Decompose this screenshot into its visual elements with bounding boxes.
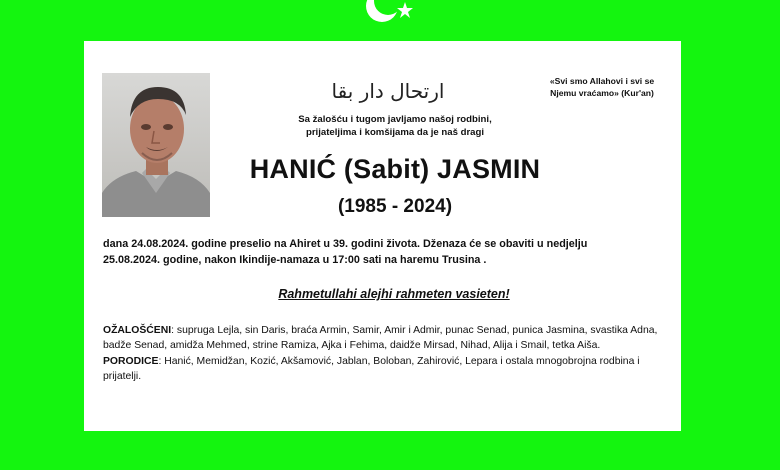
calligraphy-graphic bbox=[331, 71, 445, 111]
families-list: : Hanić, Memidžan, Kozić, Akšamović, Jablan, Boloban, Zahirović, Lepara i ostala mnogobrojna rodbina i prijatelji. bbox=[103, 355, 640, 383]
arabic-calligraphy bbox=[331, 71, 445, 111]
prayer-text: Rahmetullahi alejhi rahmeten vasieten! bbox=[278, 287, 510, 301]
deceased-name: HANIĆ (Sabit) JASMIN bbox=[249, 154, 541, 184]
mourners-paragraph bbox=[103, 323, 678, 354]
mourners-label: OŽALOŠĆENI bbox=[103, 325, 172, 336]
quran-quote-line2: Njemu vraćamo» (Kur'an) bbox=[550, 88, 654, 98]
announcement-line1: dana 24.08.2024. godine preselio na Ahiret u 39. godini života. Dženaza će se obaviti u nedjelju bbox=[103, 238, 588, 250]
intro-line2: prijateljima i komšijama da je naš dragi bbox=[305, 127, 485, 138]
mourners-section bbox=[103, 323, 678, 385]
deceased-years: (1985 - 2024) bbox=[337, 196, 453, 217]
mourners-list: : supruga Lejla, sin Daris, braća Armin, Samir, Amir i Admir, punac Senad, punica Jasmina, svastika Adna, badže Senad, amidža Mehmed, strine Ramiza, Ajka i Fehima, daidže Mirsad, Nihad, Alija i Smail, tetka Aiša. bbox=[103, 325, 658, 352]
arabic-phrase: ارتحال دار بقا bbox=[331, 79, 445, 103]
obituary-card bbox=[84, 41, 681, 431]
funeral-announcement bbox=[103, 237, 678, 268]
quran-quote-line1: «Svi smo Allahovi i svi se bbox=[549, 76, 655, 86]
families-label: PORODICE bbox=[103, 355, 159, 367]
quran-quote bbox=[532, 75, 672, 99]
intro-line1: Sa žalošću i tugom javljamo našoj rodbini, bbox=[298, 114, 492, 125]
families-paragraph bbox=[103, 354, 678, 385]
deceased-photo bbox=[102, 73, 210, 217]
crescent-star-icon bbox=[358, 0, 422, 30]
intro-text bbox=[280, 113, 510, 139]
announcement-line2: 25.08.2024. godine, nakon Ikindije-namaza u 17:00 sati na haremu Trusina . bbox=[103, 253, 487, 266]
